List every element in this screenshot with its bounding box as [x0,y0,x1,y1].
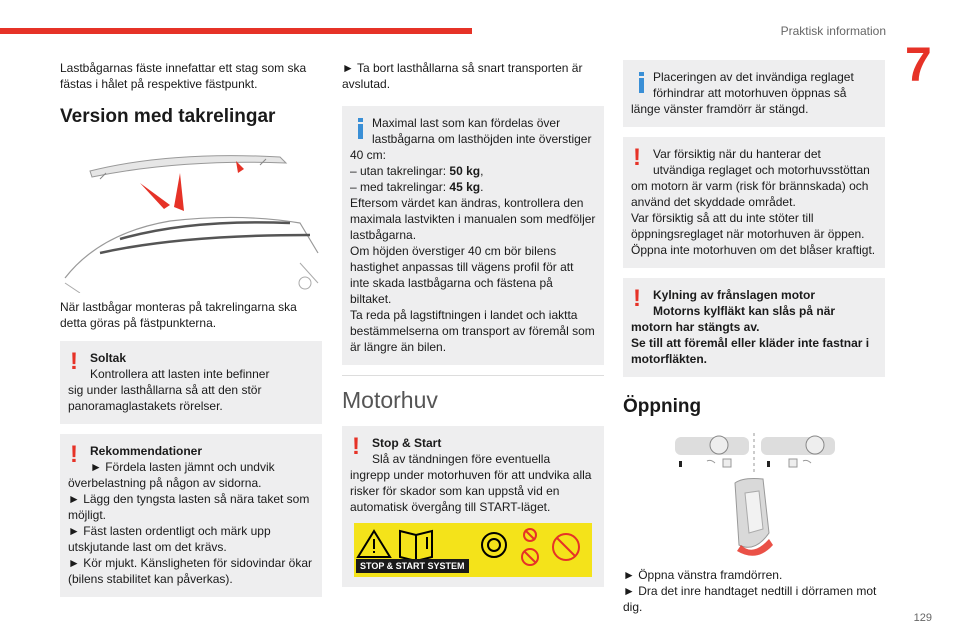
info-text: länge vänster framdörr är stängd. [631,102,809,116]
warning-title: Stop & Start [372,436,442,450]
info-paragraph: Ta reda på lagstiftningen i landet och iaktta bestämmelserna om transport av föremål som är längre än bilen. [350,308,595,354]
warning-text: Var försiktig så att du inte stöter till öppningsreglaget när motorhuven är öppen. Öppna inte motorhuven om det blåser kraftigt. [631,211,876,257]
load-item-with-rails: – med takrelingar: 45 kg. [350,180,484,194]
info-line: Placeringen av det invändiga reglaget [653,70,854,84]
heading-opening: Öppning [623,396,702,417]
column-1 [60,60,322,597]
warning-box-cooling-fan [623,278,885,377]
warning-icon: ! [70,348,78,375]
warning-box-sunroof [60,341,322,424]
bullet-item: ► Fäst lasten ordentligt och märk upp utskjutande last om det krävs. [68,524,271,554]
load-item-without-rails: – utan takrelingar: 50 kg, [350,164,484,178]
warning-title: Soltak [90,351,127,365]
section-title: Praktisk information [780,24,886,38]
remove-text: ► Ta bort lasthållarna så snart transporten är avslutad. [342,61,583,91]
remove-carriers-note [342,60,604,102]
warning-line: Slå av tändningen före eventuella [372,452,551,466]
warning-line: Var försiktig när du hanterar det [653,147,821,161]
warning-text: Se till att föremål eller kläder inte fastnar i motorfläkten. [631,336,870,366]
info-line: Maximal last som kan fördelas över [372,116,561,130]
column-2 [342,60,604,587]
step-pull-handle: ► Dra det inre handtaget nedtill i dörramen mot dig. [623,584,877,614]
info-line: lastbågarna om lasthöjden inte överstiger [372,132,592,146]
info-line: förhindrar att motorhuven öppnas så [653,86,847,100]
info-paragraph: Eftersom värdet kan ändras, kontrollera den maximala lastvikten i manualen som medföljer lastbågarna. [350,196,596,242]
warning-box-recommendations [60,434,322,597]
warning-line: Kontrollera att lasten inte befinner [90,367,270,381]
intro-text: Lastbågarnas fäste innefattar ett stag som ska fästas i hålet på respektive fästpunkt. [60,61,307,91]
warning-icon: ! [633,285,641,312]
bullet-item: ► Lägg den tyngsta lasten så nära taket som möjligt. [68,492,310,522]
bullet-item: ► Kör mjukt. Känsligheten för sidovindar ökar (bilens stabilitet kan påverkas). [68,556,312,586]
step-open-door: ► Öppna vänstra framdörren. [623,568,783,582]
stop-start-sticker [354,523,592,577]
warning-icon: ! [633,144,641,171]
warning-text: överbelastning på någon av sidorna. [68,476,262,490]
roof-rails-illustration [60,143,322,293]
warning-line: ► Fördela lasten jämnt och undvik [90,460,275,474]
bonnet-release-figure [623,433,885,563]
warning-line: Motorns kylfläkt kan slås på när [653,304,836,318]
info-icon [633,70,649,94]
warning-box-stop-start [342,426,604,587]
heading-roof-rails: Version med takrelingar [60,106,276,127]
chapter-number: 7 [905,39,932,92]
info-text: 40 cm: [350,148,387,162]
header-accent-bar [0,28,472,34]
page-number: 129 [913,612,932,624]
info-box-inner-release [623,60,885,127]
warning-text: om motorn är varm (risk för brännskada) och använd det skyddade området. [631,179,869,209]
warning-text: ingrepp under motorhuven för att undvika alla risker för skador som kan uppstå vid en automatisk övergång till START-läget. [350,468,592,514]
warning-text: motorn har stängts av. [631,320,760,334]
column-3 [623,60,885,615]
warning-icon: ! [352,433,360,460]
warning-icon: ! [70,441,78,468]
stop-start-label: STOP & START SYSTEM [356,559,469,573]
figure-caption: När lastbågar monteras på takrelingarna ska detta göras på fästpunkterna. [60,300,297,330]
opening-illustration [623,433,885,563]
warning-text: sig under lasthållarna så att den stör panoramaglastakets rörelser. [68,383,262,413]
info-paragraph: Om höjden överstiger 40 cm bör bilens hastighet anpassas till vägens profil för att inte skada lastbågarna och fästena på biltaket. [350,244,574,306]
warning-title: Kylning av frånslagen motor [653,288,816,302]
info-icon [352,116,368,140]
roof-rails-figure [60,143,322,293]
warning-title: Rekommendationer [90,444,203,458]
divider [342,375,604,376]
heading-bonnet: Motorhuv [342,387,438,413]
warning-box-hot-engine [623,137,885,268]
info-box-max-load [342,106,604,365]
warning-line: utvändiga reglaget och motorhuvsstöttan [653,163,870,177]
